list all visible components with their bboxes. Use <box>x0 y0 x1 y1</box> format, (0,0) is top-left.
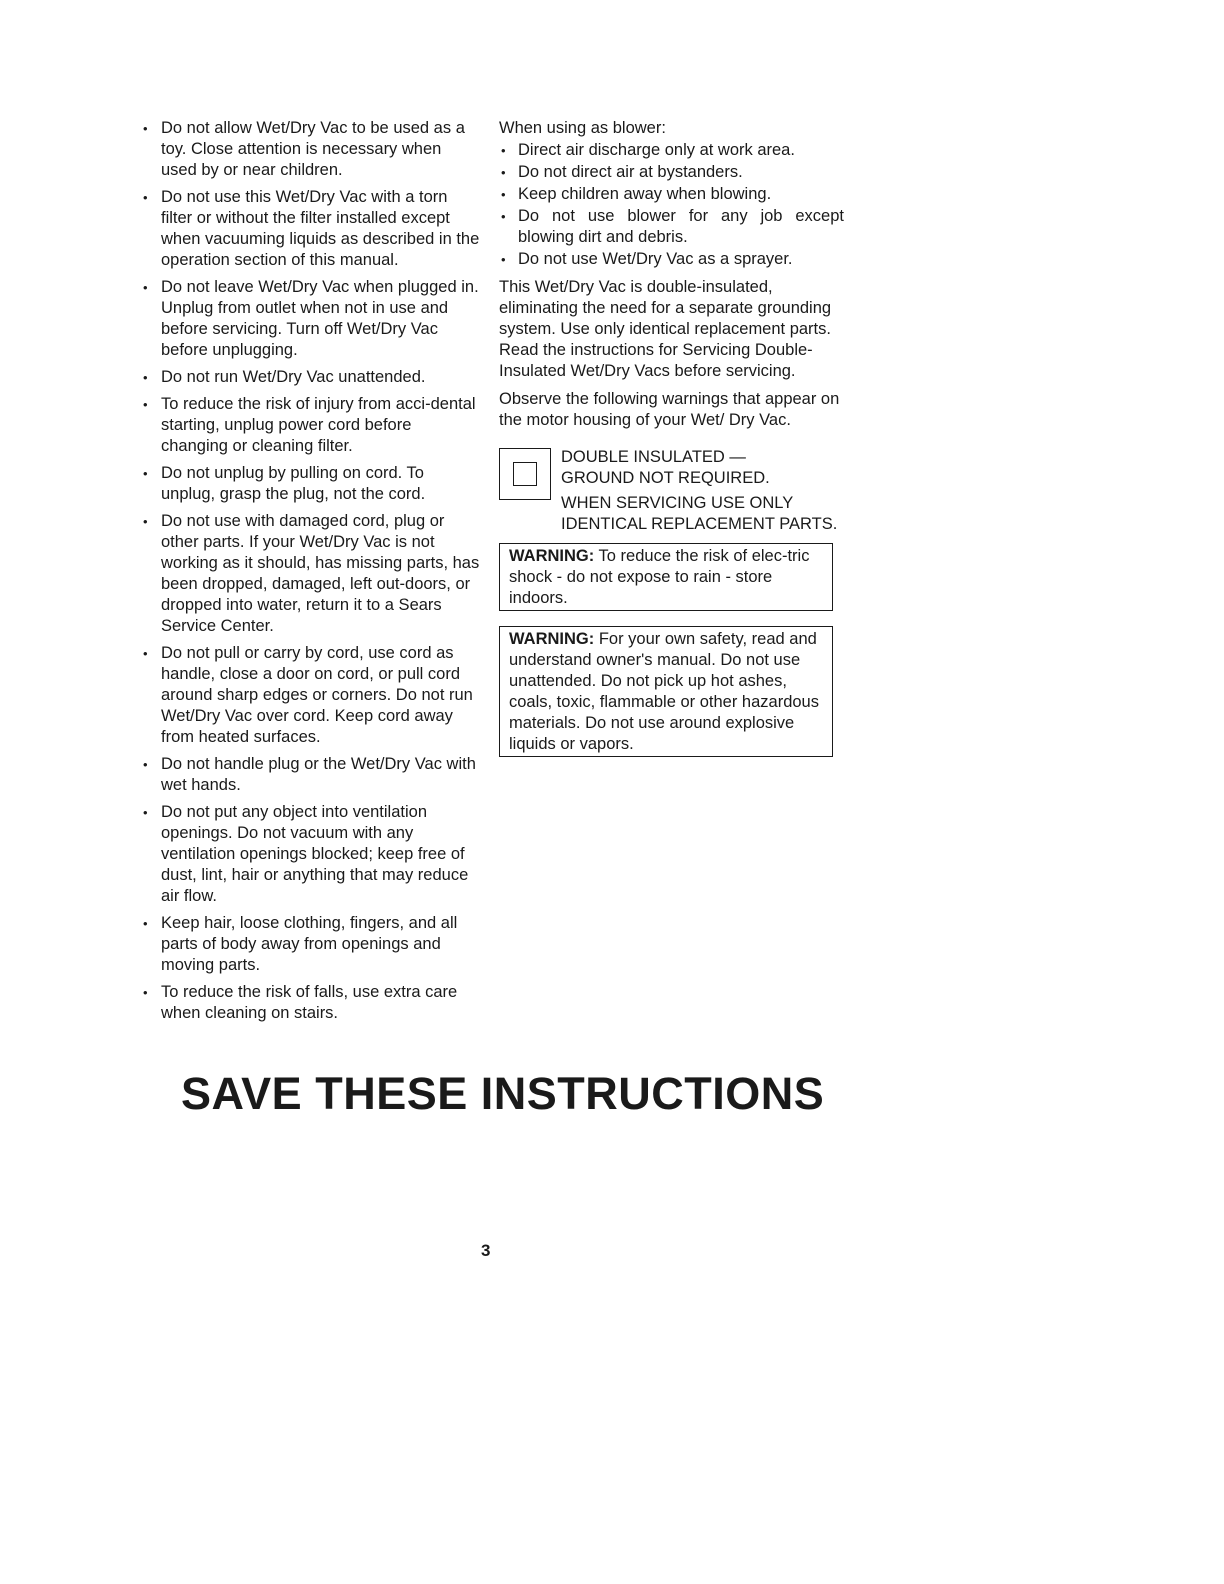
blower-list <box>499 140 844 270</box>
warning-label: WARNING: <box>509 630 595 648</box>
double-insulated-text <box>561 447 851 535</box>
warning-text: To reduce the risk of elec-tric shock - do not expose to rain - store indoors. <box>509 547 810 607</box>
list-item: • To reduce the risk of injury from acci-dental starting, unplug power cord before changing or cleaning filter. <box>140 394 480 457</box>
warning-label: WARNING: <box>509 547 595 565</box>
list-item: • Do not allow Wet/Dry Vac to be used as a toy. Close attention is necessary when used by or near children. <box>140 118 480 181</box>
blower-heading: When using as blower: <box>499 119 666 137</box>
list-item: • Do not pull or carry by cord, use cord as handle, close a door on cord, or pull cord around sharp edges or corners. Do not run Wet/Dry Vac over cord. Keep cord away from heated surfaces. <box>140 643 480 748</box>
double-insulated-symbol-icon <box>499 448 551 500</box>
list-item: • Do not use Wet/Dry Vac as a sprayer. <box>499 249 844 270</box>
list-item: • Keep hair, loose clothing, fingers, and all parts of body away from openings and moving parts. <box>140 913 480 976</box>
warning-box-safety <box>499 626 833 757</box>
safety-list <box>140 118 480 1024</box>
left-column <box>140 118 480 1030</box>
list-item: • Do not put any object into ventilation openings. Do not vacuum with any ventilation openings blocked; keep free of dust, lint, hair or anything that may reduce air flow. <box>140 802 480 907</box>
double-insulated-notice <box>499 448 844 533</box>
double-insulated-paragraph: This Wet/Dry Vac is double-insulated, eliminating the need for a separate grounding system. Use only identical replacement parts. Read the instructions for Servicing Double-Insulated Wet/Dry Vacs before servicing. <box>499 278 832 380</box>
list-item: • Do not leave Wet/Dry Vac when plugged in. Unplug from outlet when not in use and before servicing. Turn off Wet/Dry Vac before unplugging. <box>140 277 480 361</box>
list-item: • Do not use this Wet/Dry Vac with a torn filter or without the filter installed except when vacuuming liquids as described in the operation section of this manual. <box>140 187 480 271</box>
insulation-line: GROUND NOT REQUIRED. <box>561 469 770 487</box>
list-item: • Do not handle plug or the Wet/Dry Vac with wet hands. <box>140 754 480 796</box>
list-item: • Direct air discharge only at work area. <box>499 140 844 161</box>
list-item: • To reduce the risk of falls, use extra care when cleaning on stairs. <box>140 982 480 1024</box>
insulation-line: WHEN SERVICING USE ONLY <box>561 494 794 512</box>
warning-box-electric-shock <box>499 543 833 611</box>
list-item: • Do not direct air at bystanders. <box>499 162 844 183</box>
insulation-line: DOUBLE INSULATED — <box>561 448 746 466</box>
list-item: • Keep children away when blowing. <box>499 184 844 205</box>
insulation-line: IDENTICAL REPLACEMENT PARTS. <box>561 515 838 533</box>
observe-warnings-paragraph: Observe the following warnings that appear on the motor housing of your Wet/ Dry Vac. <box>499 390 840 429</box>
list-item: • Do not unplug by pulling on cord. To unplug, grasp the plug, not the cord. <box>140 463 480 505</box>
save-instructions-title: SAVE THESE INSTRUCTIONS <box>181 1068 825 1119</box>
right-column <box>499 118 844 757</box>
list-item: • Do not run Wet/Dry Vac unattended. <box>140 367 480 388</box>
list-item: • Do not use blower for any job except blowing dirt and debris. <box>499 206 844 248</box>
warning-text: For your own safety, read and understand owner's manual. Do not use unattended. Do not pick up hot ashes, coals, toxic, flammable or other hazardous materials. Do not use around explosive liquids or vapors. <box>509 630 819 753</box>
page-number: 3 <box>481 1241 491 1260</box>
list-item: • Do not use with damaged cord, plug or other parts. If your Wet/Dry Vac is not working as it should, has missing parts, has been dropped, damaged, left out-doors, or dropped into water, return it to a Sears Service Center. <box>140 511 480 637</box>
